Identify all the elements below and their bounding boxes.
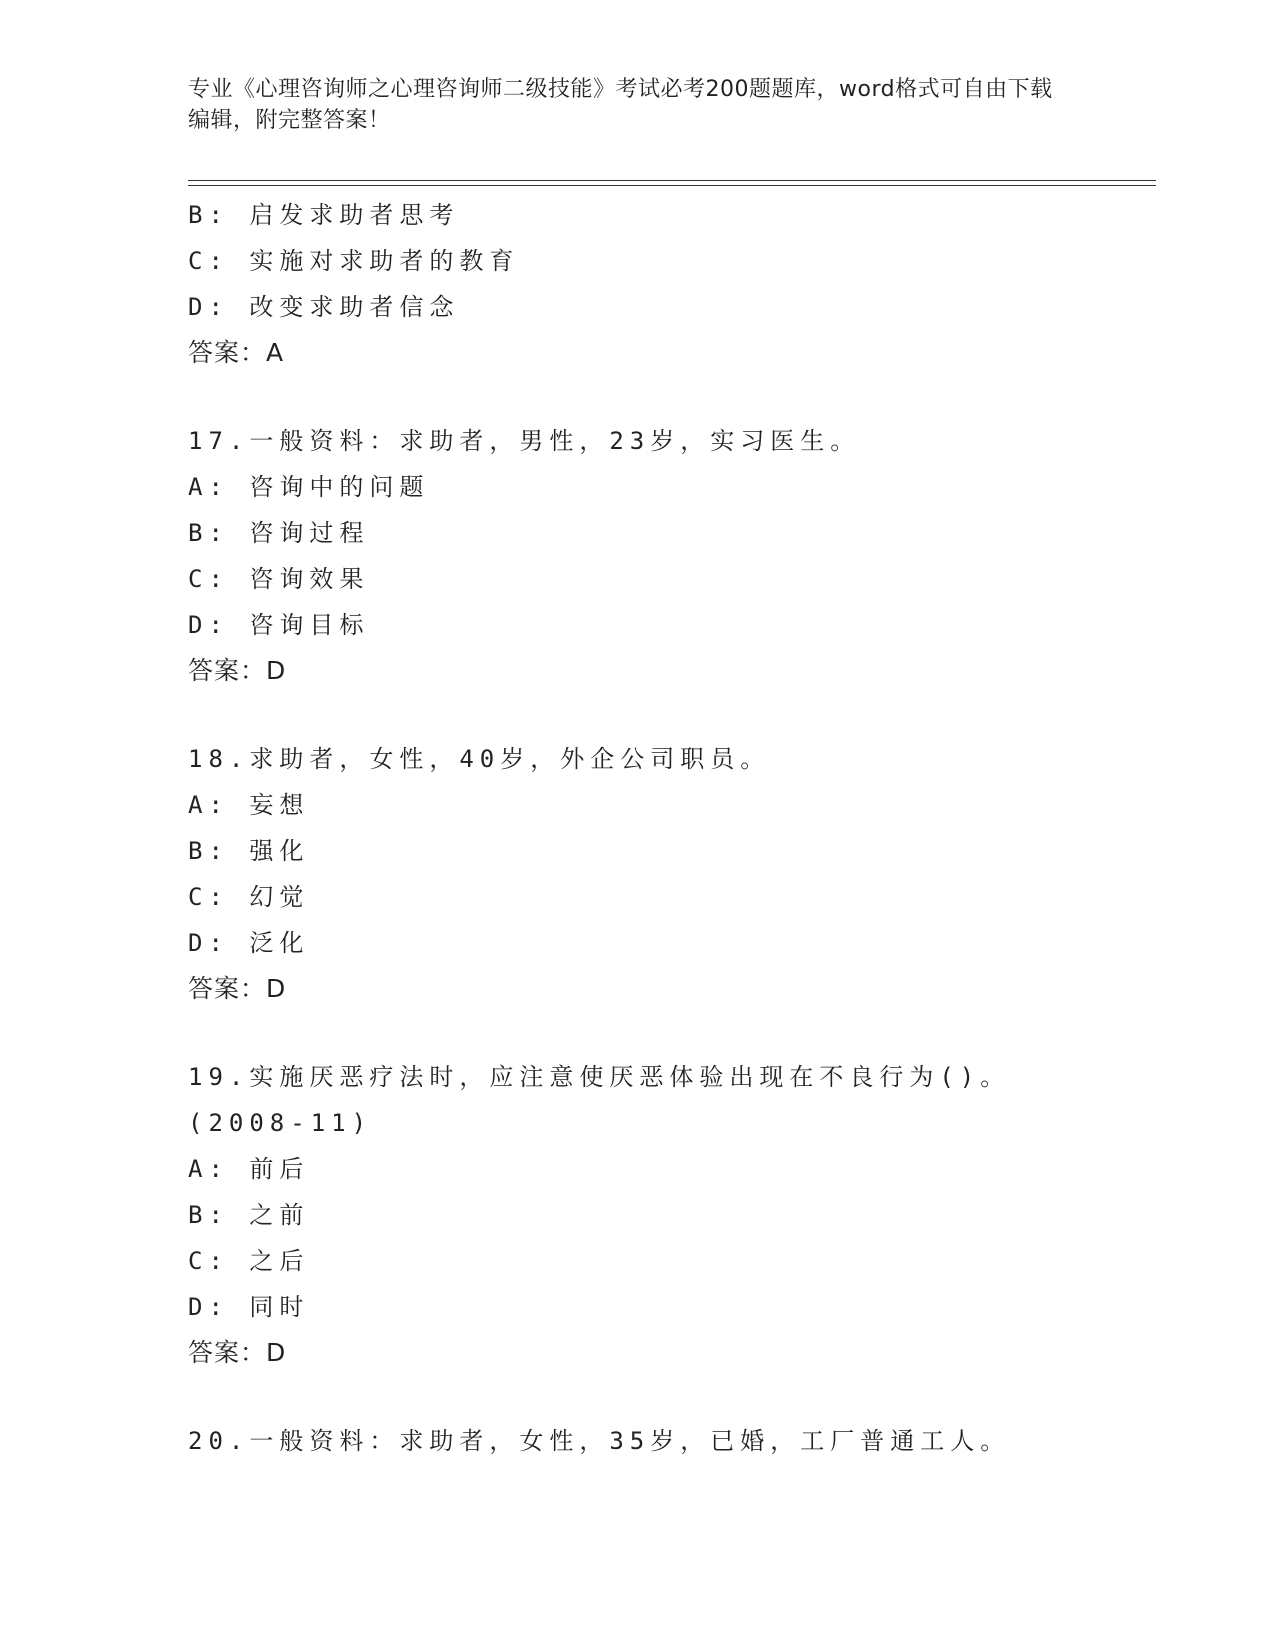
option-text: 前后 bbox=[249, 1155, 310, 1183]
option-label: C: bbox=[188, 1247, 229, 1275]
option-label: D: bbox=[188, 611, 229, 639]
answer-line: 答案：D bbox=[188, 656, 287, 685]
option-text: 强化 bbox=[249, 837, 310, 865]
option-line bbox=[188, 782, 1068, 828]
option-label: C: bbox=[188, 565, 229, 593]
spacer bbox=[188, 1376, 1068, 1418]
header-divider-top bbox=[188, 180, 1156, 181]
option-text: 咨询中的问题 bbox=[249, 473, 430, 501]
option-text: 咨询过程 bbox=[249, 519, 370, 547]
question-stem: 18.求助者，女性，40岁，外企公司职员。 bbox=[188, 745, 771, 773]
option-label: D: bbox=[188, 293, 229, 321]
answer-line: 答案：D bbox=[188, 1338, 287, 1367]
header-divider-bottom bbox=[188, 185, 1156, 186]
option-label: C: bbox=[188, 883, 229, 911]
option-label: D: bbox=[188, 929, 229, 957]
question-list bbox=[188, 192, 1068, 1464]
spacer bbox=[188, 694, 1068, 736]
option-text: 实施对求助者的教育 bbox=[249, 247, 520, 275]
option-line bbox=[188, 1284, 1068, 1330]
option-text: 咨询效果 bbox=[249, 565, 370, 593]
spacer bbox=[188, 1012, 1068, 1054]
option-line bbox=[188, 1238, 1068, 1284]
question-stem: 17.一般资料：求助者，男性，23岁，实习医生。 bbox=[188, 427, 861, 455]
option-line bbox=[188, 510, 1068, 556]
option-text: 启发求助者思考 bbox=[249, 201, 460, 229]
option-label: B: bbox=[188, 1201, 229, 1229]
option-text: 改变求助者信念 bbox=[249, 293, 460, 321]
answer-line: 答案：D bbox=[188, 974, 287, 1003]
option-text: 之前 bbox=[249, 1201, 310, 1229]
question-stem: 19.实施厌恶疗法时，应注意使厌恶体验出现在不良行为()。(2008-11) bbox=[188, 1063, 1011, 1137]
option-label: D: bbox=[188, 1293, 229, 1321]
option-line bbox=[188, 1192, 1068, 1238]
option-line bbox=[188, 192, 1068, 238]
option-line bbox=[188, 284, 1068, 330]
document-intro: 专业《心理咨询师之心理咨询师二级技能》考试必考200题题库，word格式可自由下载编辑，附完整答案！ bbox=[188, 77, 1053, 133]
option-label: A: bbox=[188, 791, 229, 819]
option-label: A: bbox=[188, 473, 229, 501]
option-text: 泛化 bbox=[249, 929, 310, 957]
option-line bbox=[188, 1146, 1068, 1192]
option-text: 妄想 bbox=[249, 791, 310, 819]
option-text: 幻觉 bbox=[249, 883, 310, 911]
option-line bbox=[188, 464, 1068, 510]
spacer bbox=[188, 376, 1068, 418]
option-text: 同时 bbox=[249, 1293, 310, 1321]
option-text: 之后 bbox=[249, 1247, 310, 1275]
answer-line: 答案：A bbox=[188, 338, 285, 367]
option-label: B: bbox=[188, 201, 229, 229]
option-text: 咨询目标 bbox=[249, 611, 370, 639]
option-label: C: bbox=[188, 247, 229, 275]
option-line bbox=[188, 874, 1068, 920]
option-label: B: bbox=[188, 519, 229, 547]
option-label: A: bbox=[188, 1155, 229, 1183]
question-stem: 20.一般资料：求助者，女性，35岁，已婚，工厂普通工人。 bbox=[188, 1427, 1011, 1455]
option-line bbox=[188, 920, 1068, 966]
option-line bbox=[188, 602, 1068, 648]
option-line bbox=[188, 556, 1068, 602]
option-label: B: bbox=[188, 837, 229, 865]
option-line bbox=[188, 238, 1068, 284]
option-line bbox=[188, 828, 1068, 874]
